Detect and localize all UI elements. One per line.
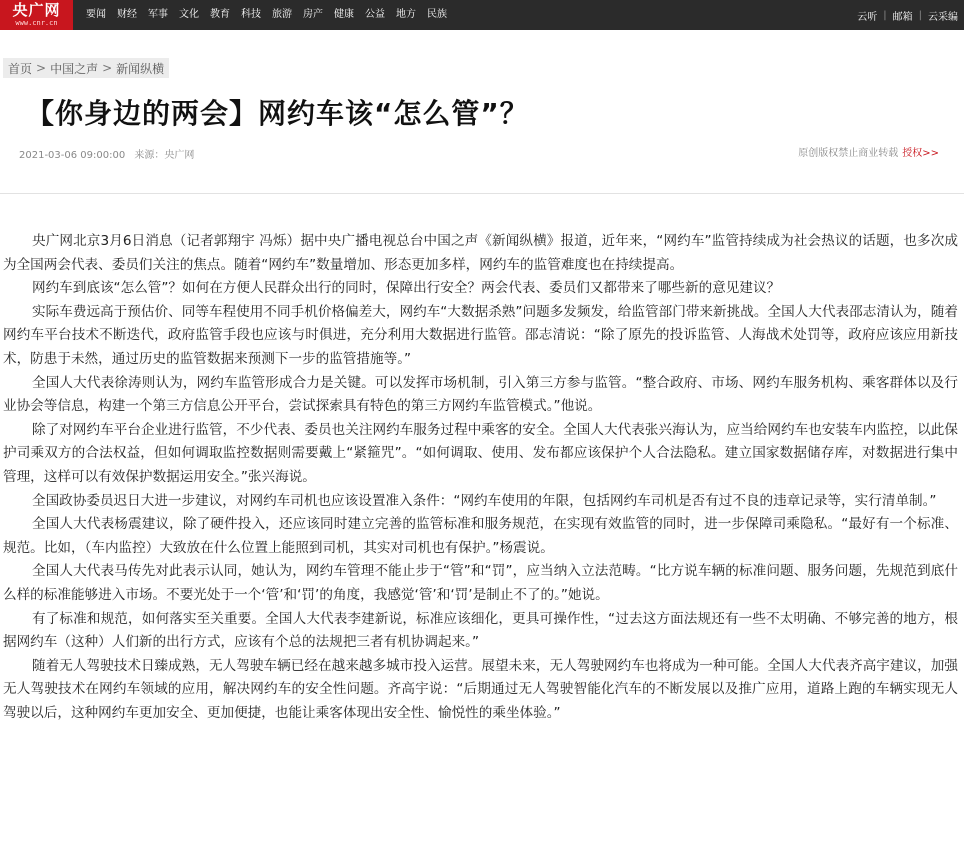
article-paragraph: 实际车费远高于预估价、同等车程使用不同手机价格偏差大，网约车“大数据杀熟”问题多发频发，给监管部门带来新挑战。全国人大代表邵志清认为，随着网约车平台技术不断迭代，政府监管手段也应该与时俱进，充分利用大数据进行监管。邵志清说：“除了原先的投诉监管、人海战术处罚等，政府应该应用新技术，防患于未然，通过历史的监管数据来预测下一步的监管措施等。”	[3, 303, 958, 367]
nav-item-ethnic[interactable]: 民族	[427, 9, 447, 20]
copyright-text: 原创版权禁止商业转载	[798, 148, 899, 159]
nav-item-travel[interactable]: 旅游	[272, 9, 292, 20]
mailbox-link[interactable]: 邮箱	[892, 11, 913, 23]
article-paragraph: 全国人大代表杨震建议，除了硬件投入，还应该同时建立完善的监管标准和服务规范，在实现有效监管的同时，进一步保障司乘隐私。“最好有一个标准、规范。比如，（车内监控）大致放在什么位置上能照到司机，其实对司机也有保护。”杨震说。	[3, 516, 958, 556]
nav-item-education[interactable]: 教育	[210, 9, 230, 20]
copyright-notice	[798, 144, 939, 159]
top-nav-bar	[0, 0, 964, 30]
nav-item-realestate[interactable]: 房产	[303, 9, 323, 20]
cnr-logo[interactable]	[0, 0, 73, 30]
separator: |	[883, 9, 887, 21]
article-paragraph: 全国政协委员迟日大进一步建议，对网约车司机也应该设置准入条件：“网约车使用的年限，包括网约车司机是否有过不良的违章记录等，实行清单制。”	[32, 492, 937, 509]
article-paragraph: 随着无人驾驶技术日臻成熟，无人驾驶车辆已经在越来越多城市投入运营。展望未来，无人驾驶网约车也将成为一种可能。全国人大代表齐高宇建议，加强无人驾驶技术在网约车领域的应用，解决网约车的安全性问题。齐高宇说：“后期通过无人驾驶智能化汽车的不断发展以及推广应用，道路上跑的车辆实现无人驾驶以后，这种网约车更加安全、更加便捷，也能让乘客体现出安全性、愉悦性的乘坐体验。”	[3, 657, 958, 721]
breadcrumb	[3, 58, 169, 78]
article-paragraph: 央广网北京3月6日消息（记者郭翔宇 冯烁）据中央广播电视总台中国之声《新闻纵横》报道，近年来，“网约车”监管持续成为社会热议的话题，也多次成为全国两会代表、委员们关注的焦点。随着“网约车”数量增加、形态更加多样，网约车的监管难度也在持续提高。	[3, 233, 958, 273]
article-title: 【你身边的两会】网约车该“怎么管”？	[26, 97, 529, 130]
article-paragraph: 有了标准和规范，如何落实至关重要。全国人大代表李建新说，标准应该细化，更具可操作性，“过去这方面法规还有一些不太明确、不够完善的地方，根据网约车（这种）人们新的出行方式，应该有个总的法规把三者有机协调起来。”	[3, 610, 958, 651]
nav-item-tech[interactable]: 科技	[241, 9, 261, 20]
authorize-link[interactable]: 授权>>	[902, 148, 939, 159]
nav-item-finance[interactable]: 财经	[117, 9, 137, 20]
nav-item-news[interactable]: 要闻	[86, 9, 106, 20]
article-paragraph: 全国人大代表徐涛则认为，网约车监管形成合力是关键。可以发挥市场机制，引入第三方参与监管。“整合政府、市场、网约车服务机构、乘客群体以及行业协会等信息，构建一个第三方信息公开平台，尝试探索具有特色的第三方网约车监管模式。”他说。	[3, 374, 958, 415]
article-paragraph: 除了对网约车平台企业进行监管，不少代表、委员也关注网约车服务过程中乘客的安全。全国人大代表张兴海认为，应当给网约车也安装车内监控，以此保护司乘双方的合法权益，但如何调取监控数据则需要戴上“紧箍咒”。“如何调取、使用、发布都应该保护个人合法隐私。建立国家数据储存库，对数据进行集中管理，这样可以有效保护数据运用安全。”张兴海说。	[3, 421, 958, 485]
logo-subtext: www.cnr.cn	[15, 19, 58, 27]
article-meta	[19, 146, 200, 161]
breadcrumb-news-column[interactable]: 新闻纵横	[116, 61, 165, 76]
yuncaibian-link[interactable]: 云采编	[928, 11, 958, 23]
nav-item-charity[interactable]: 公益	[365, 9, 385, 20]
top-right-links	[857, 0, 958, 30]
article-paragraph: 网约车到底该“怎么管”？如何在方便人民群众出行的同时，保障出行安全？两会代表、委员们又都带来了哪些新的意见建议？	[32, 280, 781, 297]
main-nav	[86, 0, 458, 30]
nav-item-local[interactable]: 地方	[396, 9, 416, 20]
nav-item-culture[interactable]: 文化	[179, 9, 199, 20]
article-source: 来源：央广网	[134, 150, 195, 161]
breadcrumb-separator: >	[102, 61, 113, 75]
article-body	[3, 230, 958, 725]
header-divider	[0, 193, 964, 194]
publish-datetime: 2021-03-06 09:00:00	[19, 150, 126, 161]
separator: |	[918, 9, 922, 21]
breadcrumb-voice-of-china[interactable]: 中国之声	[50, 61, 99, 76]
nav-item-military[interactable]: 军事	[148, 9, 168, 20]
breadcrumb-separator: >	[36, 61, 47, 75]
breadcrumb-home[interactable]: 首页	[8, 61, 33, 76]
article-paragraph: 全国人大代表马传先对此表示认同，她认为，网约车管理不能止步于“管”和“罚”，应当纳入立法范畴。“比方说车辆的标准问题、服务问题，先规范到底什么样的标准能够进入市场。不要光处于一个‘管’和‘罚’的角度，我感觉‘管’和‘罚’是制止不了的。”她说。	[3, 563, 958, 603]
yunting-link[interactable]: 云听	[857, 11, 878, 23]
nav-item-health[interactable]: 健康	[334, 9, 354, 20]
logo-text: 央广网	[12, 1, 61, 19]
